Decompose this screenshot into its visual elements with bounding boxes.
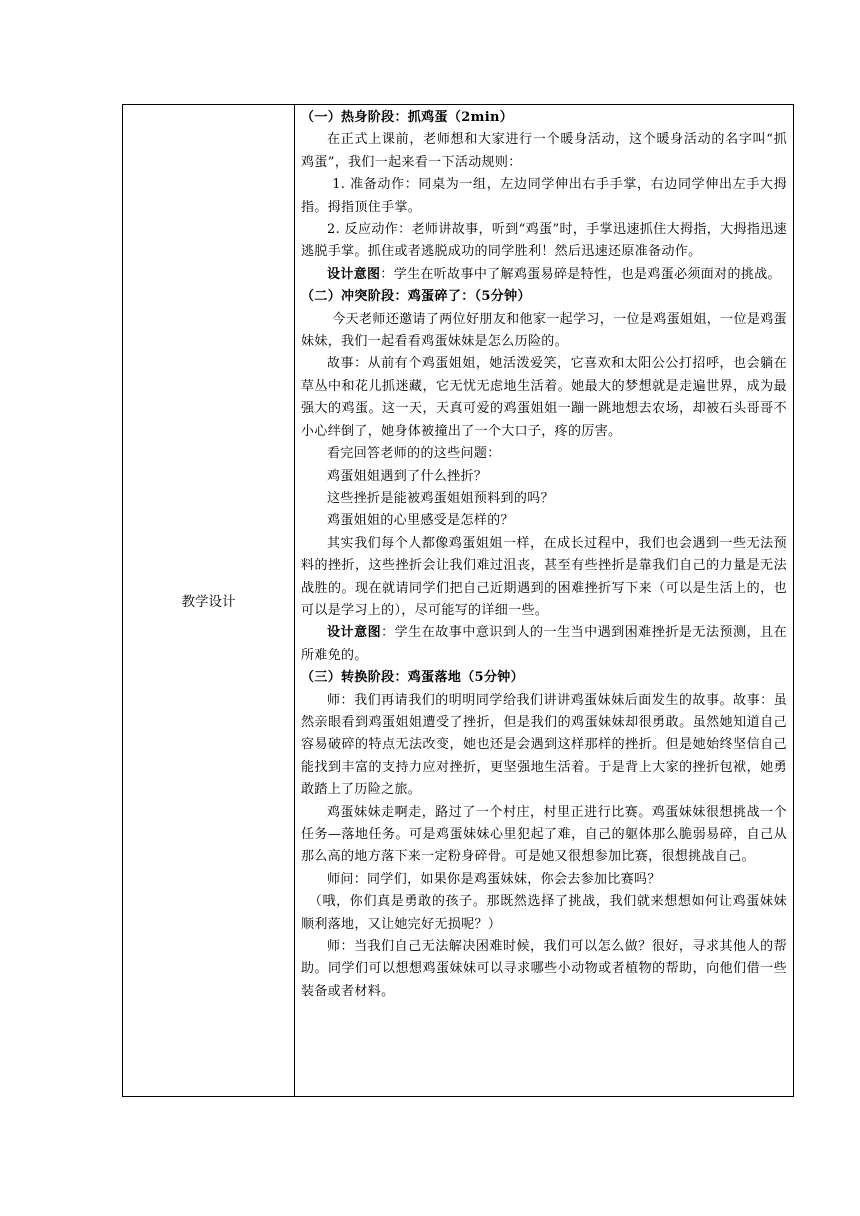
section3-heading: （三）转换阶段：鸡蛋落地（5分钟） <box>301 670 524 686</box>
content-cell <box>301 107 787 1003</box>
section3-paragraph-1: 师：我们再请我们的明明同学给我们讲讲鸡蛋妹妹后面发生的故事。故事：虽然亲眼看到鸡蛋姐姐遭受了挫折，但是我们的鸡蛋妹妹却很勇敢。虽然她知道自己容易破碎的特点无法改变，她也还是会遇到这样那样的挫折。但是她始终坚信自己能找到丰富的支持力应对挫折，更坚强地生活着。于是背上大家的挫折包袱，她勇敢踏上了历险之旅。 <box>301 692 787 798</box>
section2-paragraph: 今天老师还邀请了两位好朋友和他家一起学习，一位是鸡蛋姐姐，一位是鸡蛋妹妹，我们一起看看鸡蛋妹妹是怎么历险的。 <box>301 311 787 350</box>
row-label: 教学设计 <box>181 594 236 610</box>
section3-aside: （哦，你们真是勇敢的孩子。那既然选择了挑战，我们就来想想如何让鸡蛋妹妹顺利落地，又让她完好无损呢？） <box>301 894 787 932</box>
section2-intent <box>301 622 787 667</box>
section1-heading: （一）热身阶段：抓鸡蛋（2min） <box>301 110 514 125</box>
section3-paragraph-3: 师：当我们自己无法解决困难时候，我们可以怎么做？很好，寻求其他人的帮助。同学们可以想想鸡蛋妹妹可以寻求哪些小动物或者植物的帮助，向他们借一些装备或者材料。 <box>301 939 787 999</box>
intent-label: 设计意图 <box>327 266 381 282</box>
question-3: 鸡蛋姐姐的心里感受是怎样的？ <box>327 513 514 529</box>
section1-paragraph: 在正式上课前，老师想和大家进行一个暖身活动，这个暖身活动的名字叫“抓鸡蛋”，我们一起来看一下活动规则： <box>301 132 787 170</box>
intent-text: ：学生在听故事中了解鸡蛋易碎是特性，也是鸡蛋必须面对的挑战。 <box>380 266 781 282</box>
section3-paragraph-2: 鸡蛋妹妹走啊走，路过了一个村庄，村里正进行比赛。鸡蛋妹妹很想挑战一个任务—落地任务。可是鸡蛋妹妹心里犯起了难，自己的躯体那么脆弱易碎，自己从那么高的地方落下来一定粉身碎骨。可是她又很想参加比赛，很想挑战自己。 <box>301 804 787 865</box>
question-2: 这些挫折是能被鸡蛋姐姐预料到的吗？ <box>327 490 554 506</box>
intent-label: 设计意图 <box>327 625 382 641</box>
intent-text: ：学生在故事中意识到人的一生当中遇到困难挫折是无法预测，且在所难免的。 <box>301 625 787 663</box>
section2-heading: （二）冲突阶段：鸡蛋碎了：（5分钟） <box>301 289 531 305</box>
question-1: 鸡蛋姐姐遇到了什么挫折？ <box>327 468 488 484</box>
lesson-table <box>122 104 794 1097</box>
section2-paragraph-2: 其实我们每个人都像鸡蛋姐姐一样，在成长过程中，我们也会遇到一些无法预料的挫折，这些挫折会让我们难过沮丧，甚至有些挫折是靠我们自己的力量是无法战胜的。现在就请同学们把自己近期遇到的困难挫折写下来（可以是生活上的，也可以是学习上的），尽可能写的详细一些。 <box>301 535 787 618</box>
section3-question: 师问：同学们，如果你是鸡蛋妹妹，你会去参加比赛吗？ <box>327 871 661 887</box>
column-divider <box>294 105 295 1096</box>
section1-rule-2: 2. 反应动作：老师讲故事，听到“鸡蛋”时，手掌迅速抓住大拇指，大拇指迅速逃脱手掌。抓住或者逃脱成功的同学胜利！然后迅速还原准备动作。 <box>301 222 787 260</box>
section1-rule-1: 1. 准备动作：同桌为一组，左边同学伸出右手手掌，右边同学伸出左手大拇指。拇指顶住手掌。 <box>301 177 787 215</box>
section2-prompt: 看完回答老师的的这些问题： <box>327 446 501 462</box>
section2-story: 故事：从前有个鸡蛋姐姐，她活泼爱笑，它喜欢和太阳公公打招呼，也会躺在草丛中和花儿抓迷藏，它无忧无虑地生活着。她最大的梦想就是走遍世界，成为最强大的鸡蛋。这一天，天真可爱的鸡蛋姐姐一蹦一跳地想去农场，却被石头哥哥不小心绊倒了，她身体被撞出了一个大口子，疼的厉害。 <box>301 356 787 439</box>
section1-intent <box>301 264 787 286</box>
